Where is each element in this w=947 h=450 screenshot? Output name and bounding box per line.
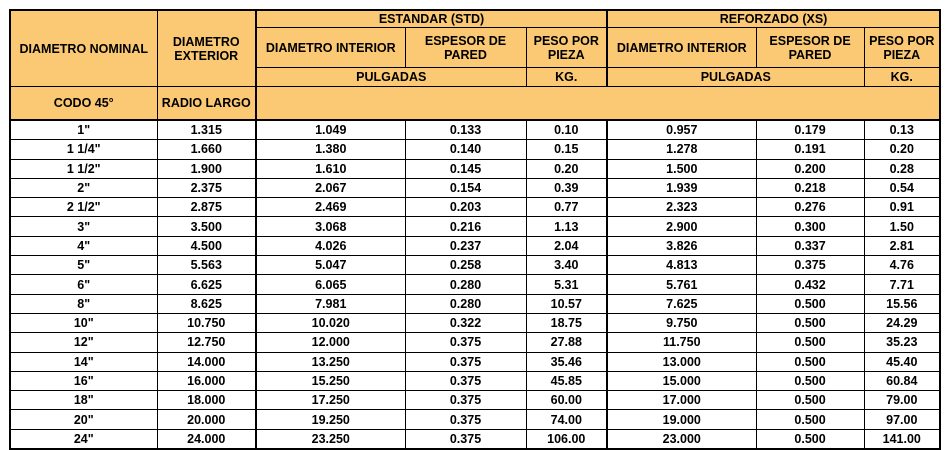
cell-exterior-diameter: 3.500 xyxy=(157,217,256,236)
cell-std-wall-thickness: 0.375 xyxy=(405,333,526,352)
table-row xyxy=(10,333,940,352)
cell-nominal-diameter: 16" xyxy=(10,371,157,390)
table-row xyxy=(10,371,940,390)
cell-std-interior-diameter: 5.047 xyxy=(256,256,405,275)
cell-xs-wall-thickness: 0.500 xyxy=(756,313,864,332)
cell-xs-wall-thickness: 0.500 xyxy=(756,371,864,390)
cell-exterior-diameter: 2.375 xyxy=(157,178,256,197)
table-row xyxy=(10,178,940,197)
cell-exterior-diameter: 12.750 xyxy=(157,333,256,352)
cell-std-wall-thickness: 0.280 xyxy=(405,294,526,313)
table-row xyxy=(10,140,940,159)
cell-std-wall-thickness: 0.140 xyxy=(405,140,526,159)
cell-xs-interior-diameter: 23.000 xyxy=(607,429,756,449)
header-std-unit-inches: PULGADAS xyxy=(256,68,526,87)
cell-xs-wall-thickness: 0.375 xyxy=(756,256,864,275)
cell-std-weight: 106.00 xyxy=(526,429,607,449)
table-row xyxy=(10,391,940,410)
cell-nominal-diameter: 2 1/2" xyxy=(10,198,157,217)
cell-xs-interior-diameter: 11.750 xyxy=(607,333,756,352)
cell-std-interior-diameter: 2.067 xyxy=(256,178,405,197)
cell-std-weight: 60.00 xyxy=(526,391,607,410)
cell-xs-interior-diameter: 1.278 xyxy=(607,140,756,159)
cell-nominal-diameter: 2" xyxy=(10,178,157,197)
header-xs-interior-diameter: DIAMETRO INTERIOR xyxy=(607,28,756,68)
cell-std-interior-diameter: 19.250 xyxy=(256,410,405,429)
cell-xs-wall-thickness: 0.200 xyxy=(756,159,864,178)
table-row xyxy=(10,236,940,255)
cell-nominal-diameter: 8" xyxy=(10,294,157,313)
cell-xs-weight: 24.29 xyxy=(864,313,940,332)
table-row xyxy=(10,294,940,313)
cell-exterior-diameter: 6.625 xyxy=(157,275,256,294)
cell-xs-weight: 45.40 xyxy=(864,352,940,371)
cell-std-wall-thickness: 0.203 xyxy=(405,198,526,217)
cell-exterior-diameter: 14.000 xyxy=(157,352,256,371)
cell-xs-wall-thickness: 0.218 xyxy=(756,178,864,197)
cell-std-weight: 10.57 xyxy=(526,294,607,313)
cell-std-weight: 0.10 xyxy=(526,120,607,140)
cell-xs-interior-diameter: 13.000 xyxy=(607,352,756,371)
cell-std-interior-diameter: 12.000 xyxy=(256,333,405,352)
cell-xs-wall-thickness: 0.500 xyxy=(756,352,864,371)
cell-std-wall-thickness: 0.375 xyxy=(405,410,526,429)
cell-std-interior-diameter: 13.250 xyxy=(256,352,405,371)
cell-std-wall-thickness: 0.216 xyxy=(405,217,526,236)
header-std-group: ESTANDAR (STD) xyxy=(256,10,607,28)
cell-xs-weight: 1.50 xyxy=(864,217,940,236)
cell-xs-wall-thickness: 0.500 xyxy=(756,391,864,410)
cell-std-weight: 0.39 xyxy=(526,178,607,197)
header-std-weight: PESO POR PIEZA xyxy=(526,28,607,68)
cell-nominal-diameter: 10" xyxy=(10,313,157,332)
cell-std-weight: 5.31 xyxy=(526,275,607,294)
cell-exterior-diameter: 20.000 xyxy=(157,410,256,429)
cell-std-weight: 0.77 xyxy=(526,198,607,217)
cell-nominal-diameter: 12" xyxy=(10,333,157,352)
cell-xs-interior-diameter: 4.813 xyxy=(607,256,756,275)
cell-std-interior-diameter: 4.026 xyxy=(256,236,405,255)
header-std-unit-kg: KG. xyxy=(526,68,607,87)
cell-std-wall-thickness: 0.237 xyxy=(405,236,526,255)
cell-exterior-diameter: 8.625 xyxy=(157,294,256,313)
cell-exterior-diameter: 1.900 xyxy=(157,159,256,178)
cell-std-interior-diameter: 17.250 xyxy=(256,391,405,410)
table-row xyxy=(10,275,940,294)
cell-xs-weight: 2.81 xyxy=(864,236,940,255)
header-radius-type: RADIO LARGO xyxy=(157,87,256,121)
header-xs-unit-inches: PULGADAS xyxy=(607,68,864,87)
cell-xs-interior-diameter: 1.939 xyxy=(607,178,756,197)
cell-std-weight: 3.40 xyxy=(526,256,607,275)
cell-nominal-diameter: 3" xyxy=(10,217,157,236)
header-xs-group: REFORZADO (XS) xyxy=(607,10,940,28)
cell-std-interior-diameter: 10.020 xyxy=(256,313,405,332)
cell-std-wall-thickness: 0.375 xyxy=(405,352,526,371)
cell-xs-weight: 15.56 xyxy=(864,294,940,313)
cell-std-weight: 27.88 xyxy=(526,333,607,352)
cell-std-interior-diameter: 15.250 xyxy=(256,371,405,390)
cell-xs-wall-thickness: 0.276 xyxy=(756,198,864,217)
cell-nominal-diameter: 18" xyxy=(10,391,157,410)
cell-std-wall-thickness: 0.375 xyxy=(405,371,526,390)
cell-exterior-diameter: 2.875 xyxy=(157,198,256,217)
cell-xs-weight: 141.00 xyxy=(864,429,940,449)
cell-xs-weight: 7.71 xyxy=(864,275,940,294)
cell-std-wall-thickness: 0.145 xyxy=(405,159,526,178)
cell-xs-interior-diameter: 2.900 xyxy=(607,217,756,236)
cell-xs-weight: 0.91 xyxy=(864,198,940,217)
cell-xs-interior-diameter: 7.625 xyxy=(607,294,756,313)
cell-std-interior-diameter: 7.981 xyxy=(256,294,405,313)
cell-std-weight: 0.15 xyxy=(526,140,607,159)
header-nominal-diameter: DIAMETRO NOMINAL xyxy=(10,10,157,87)
cell-exterior-diameter: 16.000 xyxy=(157,371,256,390)
table-row xyxy=(10,159,940,178)
cell-nominal-diameter: 4" xyxy=(10,236,157,255)
header-xs-wall-thickness: ESPESOR DE PARED xyxy=(756,28,864,68)
cell-std-interior-diameter: 23.250 xyxy=(256,429,405,449)
cell-std-weight: 2.04 xyxy=(526,236,607,255)
cell-std-weight: 18.75 xyxy=(526,313,607,332)
cell-xs-wall-thickness: 0.500 xyxy=(756,410,864,429)
cell-std-interior-diameter: 1.380 xyxy=(256,140,405,159)
cell-xs-weight: 0.20 xyxy=(864,140,940,159)
cell-xs-interior-diameter: 5.761 xyxy=(607,275,756,294)
cell-std-wall-thickness: 0.375 xyxy=(405,391,526,410)
cell-xs-interior-diameter: 19.000 xyxy=(607,410,756,429)
cell-std-wall-thickness: 0.258 xyxy=(405,256,526,275)
cell-std-interior-diameter: 1.049 xyxy=(256,120,405,140)
cell-exterior-diameter: 5.563 xyxy=(157,256,256,275)
header-xs-unit-kg: KG. xyxy=(864,68,940,87)
cell-std-wall-thickness: 0.322 xyxy=(405,313,526,332)
cell-nominal-diameter: 1 1/4" xyxy=(10,140,157,159)
cell-nominal-diameter: 1" xyxy=(10,120,157,140)
cell-xs-weight: 4.76 xyxy=(864,256,940,275)
cell-std-wall-thickness: 0.154 xyxy=(405,178,526,197)
header-std-interior-diameter: DIAMETRO INTERIOR xyxy=(256,28,405,68)
cell-xs-interior-diameter: 0.957 xyxy=(607,120,756,140)
cell-xs-weight: 0.13 xyxy=(864,120,940,140)
header-fitting-type: CODO 45° xyxy=(10,87,157,121)
cell-xs-wall-thickness: 0.432 xyxy=(756,275,864,294)
table-row xyxy=(10,217,940,236)
cell-std-interior-diameter: 2.469 xyxy=(256,198,405,217)
header-exterior-diameter: DIAMETRO EXTERIOR xyxy=(157,10,256,87)
cell-xs-weight: 0.28 xyxy=(864,159,940,178)
cell-xs-weight: 97.00 xyxy=(864,410,940,429)
cell-nominal-diameter: 6" xyxy=(10,275,157,294)
table-row xyxy=(10,198,940,217)
cell-nominal-diameter: 24" xyxy=(10,429,157,449)
cell-xs-wall-thickness: 0.500 xyxy=(756,429,864,449)
cell-std-weight: 0.20 xyxy=(526,159,607,178)
cell-xs-interior-diameter: 2.323 xyxy=(607,198,756,217)
cell-exterior-diameter: 1.660 xyxy=(157,140,256,159)
cell-xs-interior-diameter: 17.000 xyxy=(607,391,756,410)
cell-nominal-diameter: 20" xyxy=(10,410,157,429)
cell-std-interior-diameter: 1.610 xyxy=(256,159,405,178)
cell-std-weight: 74.00 xyxy=(526,410,607,429)
header-blank-band xyxy=(256,87,940,121)
cell-exterior-diameter: 10.750 xyxy=(157,313,256,332)
cell-xs-interior-diameter: 15.000 xyxy=(607,371,756,390)
cell-xs-interior-diameter: 3.826 xyxy=(607,236,756,255)
cell-nominal-diameter: 14" xyxy=(10,352,157,371)
cell-xs-wall-thickness: 0.500 xyxy=(756,294,864,313)
table-row xyxy=(10,256,940,275)
cell-std-wall-thickness: 0.133 xyxy=(405,120,526,140)
cell-xs-wall-thickness: 0.500 xyxy=(756,333,864,352)
cell-xs-weight: 0.54 xyxy=(864,178,940,197)
cell-xs-weight: 79.00 xyxy=(864,391,940,410)
cell-xs-wall-thickness: 0.191 xyxy=(756,140,864,159)
cell-exterior-diameter: 18.000 xyxy=(157,391,256,410)
table-row xyxy=(10,410,940,429)
cell-exterior-diameter: 1.315 xyxy=(157,120,256,140)
cell-exterior-diameter: 4.500 xyxy=(157,236,256,255)
cell-nominal-diameter: 1 1/2" xyxy=(10,159,157,178)
cell-std-interior-diameter: 6.065 xyxy=(256,275,405,294)
cell-xs-wall-thickness: 0.179 xyxy=(756,120,864,140)
table-row xyxy=(10,120,940,140)
table-row xyxy=(10,352,940,371)
cell-xs-wall-thickness: 0.300 xyxy=(756,217,864,236)
pipe-elbow-spec-table xyxy=(9,9,941,450)
cell-xs-interior-diameter: 1.500 xyxy=(607,159,756,178)
cell-std-weight: 45.85 xyxy=(526,371,607,390)
cell-exterior-diameter: 24.000 xyxy=(157,429,256,449)
cell-std-weight: 1.13 xyxy=(526,217,607,236)
cell-std-interior-diameter: 3.068 xyxy=(256,217,405,236)
cell-xs-weight: 35.23 xyxy=(864,333,940,352)
cell-nominal-diameter: 5" xyxy=(10,256,157,275)
cell-xs-wall-thickness: 0.337 xyxy=(756,236,864,255)
cell-std-weight: 35.46 xyxy=(526,352,607,371)
header-std-wall-thickness: ESPESOR DE PARED xyxy=(405,28,526,68)
cell-std-wall-thickness: 0.280 xyxy=(405,275,526,294)
table-row xyxy=(10,313,940,332)
cell-xs-weight: 60.84 xyxy=(864,371,940,390)
table-row xyxy=(10,429,940,449)
cell-std-wall-thickness: 0.375 xyxy=(405,429,526,449)
header-xs-weight: PESO POR PIEZA xyxy=(864,28,940,68)
table-body xyxy=(10,120,940,449)
cell-xs-interior-diameter: 9.750 xyxy=(607,313,756,332)
table-header xyxy=(10,10,940,120)
